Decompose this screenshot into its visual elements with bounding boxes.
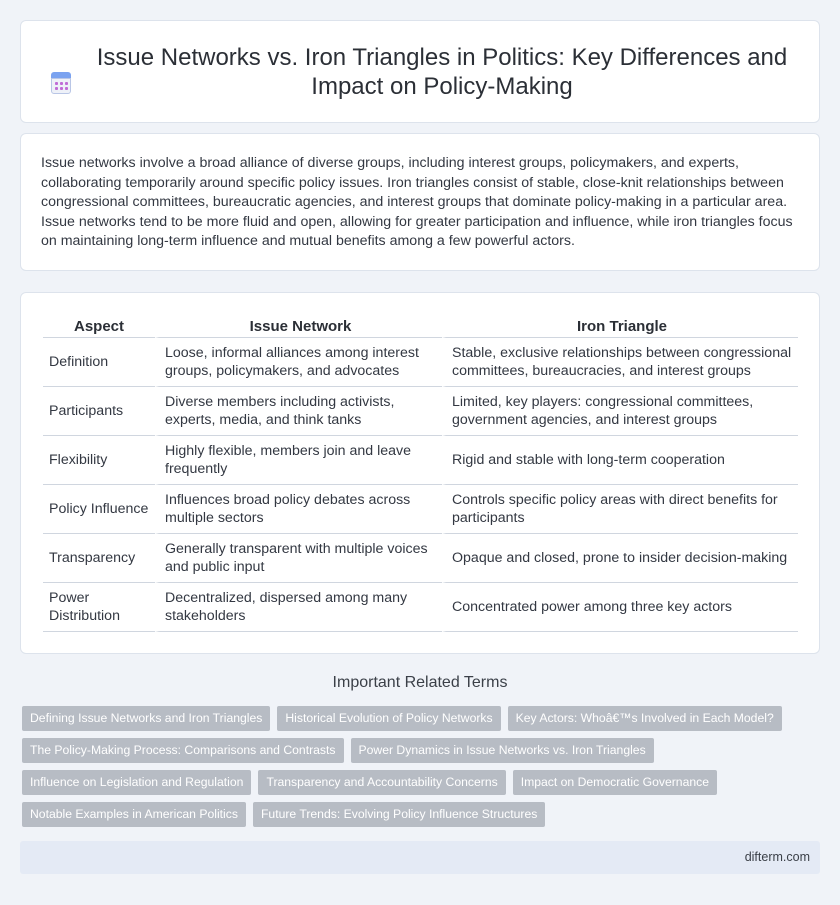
related-term-tag[interactable]: Defining Issue Networks and Iron Triangles bbox=[22, 706, 270, 731]
row-iron-triangle: Limited, key players: congressional committees, government agencies, and interest groups bbox=[442, 387, 798, 436]
row-aspect: Power Distribution bbox=[43, 583, 155, 632]
table-row bbox=[43, 534, 798, 583]
row-issue-network: Highly flexible, members join and leave frequently bbox=[155, 436, 442, 485]
related-term-tag[interactable]: Impact on Democratic Governance bbox=[513, 770, 717, 795]
row-iron-triangle: Opaque and closed, prone to insider decision-making bbox=[442, 534, 798, 583]
row-iron-triangle: Rigid and stable with long-term cooperation bbox=[442, 436, 798, 485]
row-iron-triangle: Concentrated power among three key actors bbox=[442, 583, 798, 632]
row-issue-network: Influences broad policy debates across multiple sectors bbox=[155, 485, 442, 534]
row-issue-network: Decentralized, dispersed among many stakeholders bbox=[155, 583, 442, 632]
row-iron-triangle: Controls specific policy areas with direct benefits for participants bbox=[442, 485, 798, 534]
comparison-table bbox=[43, 314, 798, 632]
row-aspect: Flexibility bbox=[43, 436, 155, 485]
related-term-tag[interactable]: Key Actors: Whoâ€™s Involved in Each Model? bbox=[508, 706, 782, 731]
row-aspect: Transparency bbox=[43, 534, 155, 583]
footer-site-link[interactable]: difterm.com bbox=[744, 850, 810, 864]
table-row bbox=[43, 436, 798, 485]
table-row bbox=[43, 387, 798, 436]
column-header-issue-network: Issue Network bbox=[155, 314, 442, 338]
related-terms-title: Important Related Terms bbox=[332, 674, 508, 691]
intro-text: Issue networks involve a broad alliance of diverse groups, including interest groups, policymakers, and experts, collaborating temporarily around specific policy issues. Iron triangles consist of stable, close-knit relationships between congressional committees, bureaucratic agencies, and interest groups that dominate policy-making in a particular area. Issue networks tend to be more fluid and open, allowing for greater participation and influence, while iron triangles focus on maintaining long-term influence and mutual benefits among a few powerful actors. bbox=[41, 155, 793, 250]
related-terms-list bbox=[22, 706, 822, 834]
column-header-aspect: Aspect bbox=[43, 314, 155, 338]
comparison-card bbox=[20, 292, 820, 654]
related-term-tag[interactable]: Influence on Legislation and Regulation bbox=[22, 770, 251, 795]
related-term-tag[interactable]: Power Dynamics in Issue Networks vs. Iron Triangles bbox=[351, 738, 654, 763]
table-row bbox=[43, 338, 798, 387]
footer bbox=[20, 841, 820, 874]
row-aspect: Policy Influence bbox=[43, 485, 155, 534]
calendar-icon bbox=[48, 70, 74, 96]
row-aspect: Definition bbox=[43, 338, 155, 387]
related-term-tag[interactable]: Future Trends: Evolving Policy Influence Structures bbox=[253, 802, 545, 827]
related-term-tag[interactable]: Notable Examples in American Politics bbox=[22, 802, 246, 827]
header-card bbox=[20, 20, 820, 123]
page-title: Issue Networks vs. Iron Triangles in Politics: Key Differences and Impact on Policy-Making bbox=[96, 43, 788, 100]
row-iron-triangle: Stable, exclusive relationships between congressional committees, bureaucracies, and interest groups bbox=[442, 338, 798, 387]
related-term-tag[interactable]: The Policy-Making Process: Comparisons and Contrasts bbox=[22, 738, 344, 763]
column-header-iron-triangle: Iron Triangle bbox=[442, 314, 798, 338]
table-row bbox=[43, 485, 798, 534]
intro-card bbox=[20, 133, 820, 271]
row-issue-network: Loose, informal alliances among interest groups, policymakers, and advocates bbox=[155, 338, 442, 387]
table-row bbox=[43, 583, 798, 632]
table-header-row bbox=[43, 314, 798, 338]
related-term-tag[interactable]: Historical Evolution of Policy Networks bbox=[277, 706, 500, 731]
row-aspect: Participants bbox=[43, 387, 155, 436]
row-issue-network: Generally transparent with multiple voices and public input bbox=[155, 534, 442, 583]
related-term-tag[interactable]: Transparency and Accountability Concerns bbox=[258, 770, 505, 795]
row-issue-network: Diverse members including activists, experts, media, and think tanks bbox=[155, 387, 442, 436]
